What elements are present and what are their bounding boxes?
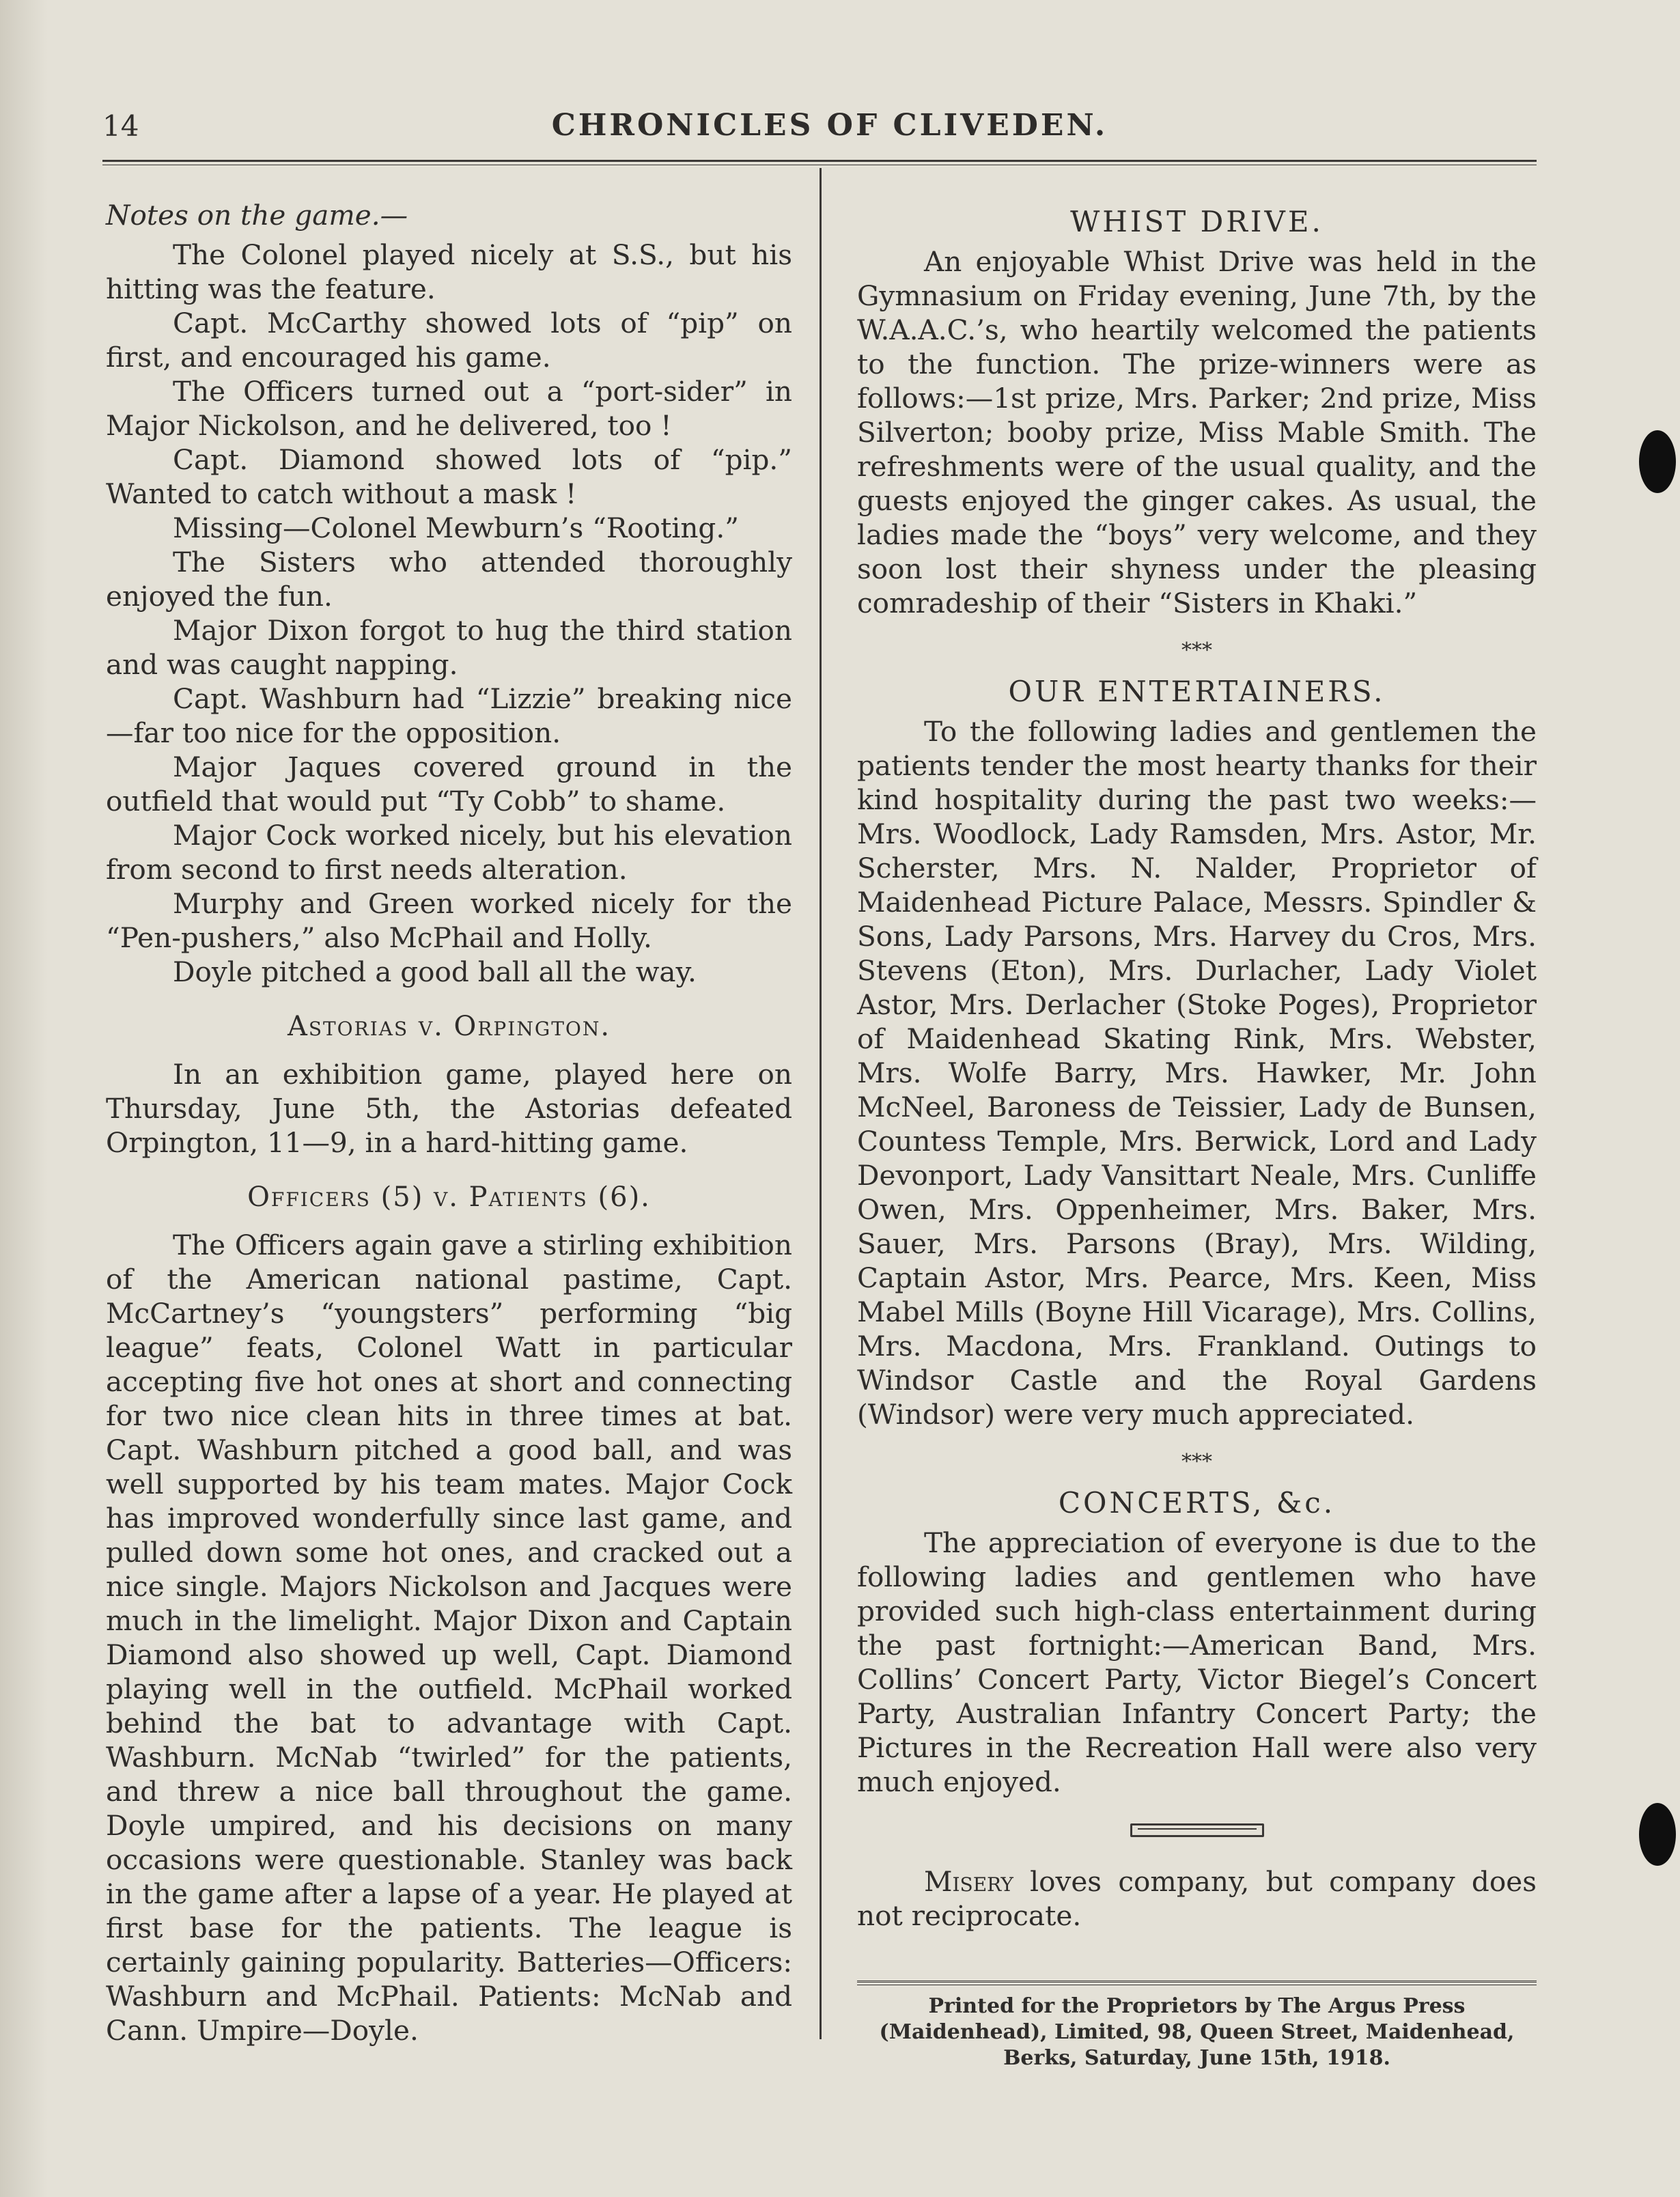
page-edge-shadow	[0, 0, 48, 2197]
note-item: Major Cock worked nicely, but his elevation from second to first needs alteration.	[106, 819, 792, 886]
misery-lead: Misery	[924, 1865, 1013, 1898]
concerts-text: The appreciation of everyone is due to the following ladies and gentlemen who have provided such high-class entertainment during the past fortnight:—American Band, Mrs. Collins’ Concert Party, Victor Biegel’s Concert Party, Australian Infantry Concert Party; the Pictures in the Recreation Hall were also very much enjoyed.	[857, 1526, 1537, 1798]
entertainers-heading: OUR ENTERTAINERS.	[1008, 675, 1386, 708]
note-item: Capt. Diamond showed lots of “pip.” Wanted to catch without a mask !	[106, 443, 792, 510]
note-item: Missing—Colonel Mewburn’s “Rooting.”	[173, 512, 739, 544]
note-item: Doyle pitched a good ball all the way.	[173, 955, 697, 988]
whist-drive-text: An enjoyable Whist Drive was held in the Gymnasium on Friday evening, June 7th, by the W.A.A.C.’s, who heartily welcomed the patients to the function. The prize-winners were as follows:—1st prize, Mrs. Parker; 2nd prize, Miss Silverton; booby prize, Miss Mable Smith. The refreshments were of the usual quality, and the guests enjoyed the ginger cakes. As usual, the ladies made the “boys” very welcome, and they soon lost their shyness under the pleasing comradeship of their “Sisters in Khaki.”	[857, 245, 1537, 619]
misery-proverb	[857, 1864, 1537, 1933]
note-item: The Sisters who attended thoroughly enjoyed the fun.	[106, 546, 792, 613]
ornamental-rule	[1130, 1823, 1264, 1837]
note-item: Murphy and Green worked nicely for the “Pen-pushers,” also McPhail and Holly.	[106, 887, 792, 954]
concerts-heading: CONCERTS, &c.	[1058, 1486, 1336, 1520]
misery-rest: loves company, but company does not reciprocate.	[857, 1865, 1537, 1932]
binding-hole	[1639, 430, 1676, 493]
running-title: CHRONICLES OF CLIVEDEN.	[551, 108, 1108, 143]
column-divider	[820, 168, 822, 2039]
imprint-rule	[857, 1981, 1537, 1985]
astorias-heading: Astorias v. Orpington.	[287, 1011, 611, 1042]
page-header	[102, 102, 1557, 157]
section-separator: ***	[1181, 639, 1212, 662]
note-item: Capt. Washburn had “Lizzie” breaking nice—far too nice for the opposition.	[106, 682, 792, 749]
note-item: Major Dixon forgot to hug the third station and was caught napping.	[106, 614, 792, 681]
right-column	[857, 198, 1537, 2071]
whist-drive-heading: WHIST DRIVE.	[1070, 205, 1324, 238]
notes-heading: Notes on the game.—	[106, 199, 408, 232]
note-item: The Officers turned out a “port-sider” in Major Nickolson, and he delivered, too !	[106, 375, 792, 442]
printer-imprint: Printed for the Proprietors by The Argus Press (Maidenhead), Limited, 98, Queen Street, Maidenhead, Berks, Saturday, June 15th, 1918.	[879, 1994, 1515, 2070]
note-item: The Colonel played nicely at S.S., but his hitting was the feature.	[106, 238, 792, 305]
left-column	[106, 198, 792, 2047]
entertainers-text: To the following ladies and gentlemen the patients tender the most hearty thanks for their kind hospitality during the past two weeks:—Mrs. Woodlock, Lady Ramsden, Mrs. Astor, Mr. Scherster, Mrs. N. Nalder, Proprietor of Maidenhead Picture Palace, Messrs. Spindler & Sons, Lady Parsons, Mrs. Harvey du Cros, Mrs. Stevens (Eton), Mrs. Durlacher, Lady Violet Astor, Mrs. Derlacher (Stoke Poges), Proprietor of Maidenhead Skating Rink, Mrs. Webster, Mrs. Wolfe Barry, Mrs. Hawker, Mr. John McNeel, Baroness de Teissier, Lady de Bunsen, Countess Temple, Mrs. Berwick, Lord and Lady Devonport, Lady Vansittart Neale, Mrs. Cunliffe Owen, Mrs. Oppenheimer, Mrs. Baker, Mrs. Sauer, Mrs. Parsons (Bray), Mrs. Wilding, Captain Astor, Mrs. Pearce, Mrs. Keen, Miss Mabel Mills (Boyne Hill Vicarage), Mrs. Collins, Mrs. Macdona, Mrs. Frankland. Outings to Windsor Castle and the Royal Gardens (Windsor) were very much appreciated.	[857, 715, 1537, 1431]
header-rule	[102, 160, 1537, 165]
astorias-report: In an exhibition game, played here on Thursday, June 5th, the Astorias defeated Orpington, 11—9, in a hard-hitting game.	[106, 1058, 792, 1159]
note-item: Major Jaques covered ground in the outfield that would put “Ty Cobb” to shame.	[106, 751, 792, 817]
officers-heading: Officers (5) v. Patients (6).	[247, 1181, 651, 1213]
page-number: 14	[102, 109, 139, 143]
officers-report: The Officers again gave a stirling exhibition of the American national pastime, Capt. McCartney’s “youngsters” performing “big league” feats, Colonel Watt in particular accepting five hot ones at short and connecting for two nice clean hits in three times at bat. Capt. Washburn pitched a good ball, and was well supported by his team mates. Major Cock has improved wonderfully since last game, and pulled down some hot ones, and cracked out a nice single. Majors Nickolson and Jacques were much in the limelight. Major Dixon and Captain Diamond also showed up well, Capt. Diamond playing well in the outfield. McPhail worked behind the bat to advantage with Capt. Washburn. McNab “twirled” for the patients, and threw a nice ball throughout the game. Doyle umpired, and his decisions on many occasions were questionable. Stanley was back in the game after a lapse of a year. He played at first base for the patients. The league is certainly gaining popularity. Batteries—Officers: Washburn and McPhail. Patients: McNab and Cann. Umpire—Doyle.	[106, 1229, 792, 2047]
section-separator: ***	[1181, 1450, 1212, 1474]
note-item: Capt. McCarthy showed lots of “pip” on first, and encouraged his game.	[106, 307, 792, 374]
binding-hole	[1639, 1803, 1676, 1866]
